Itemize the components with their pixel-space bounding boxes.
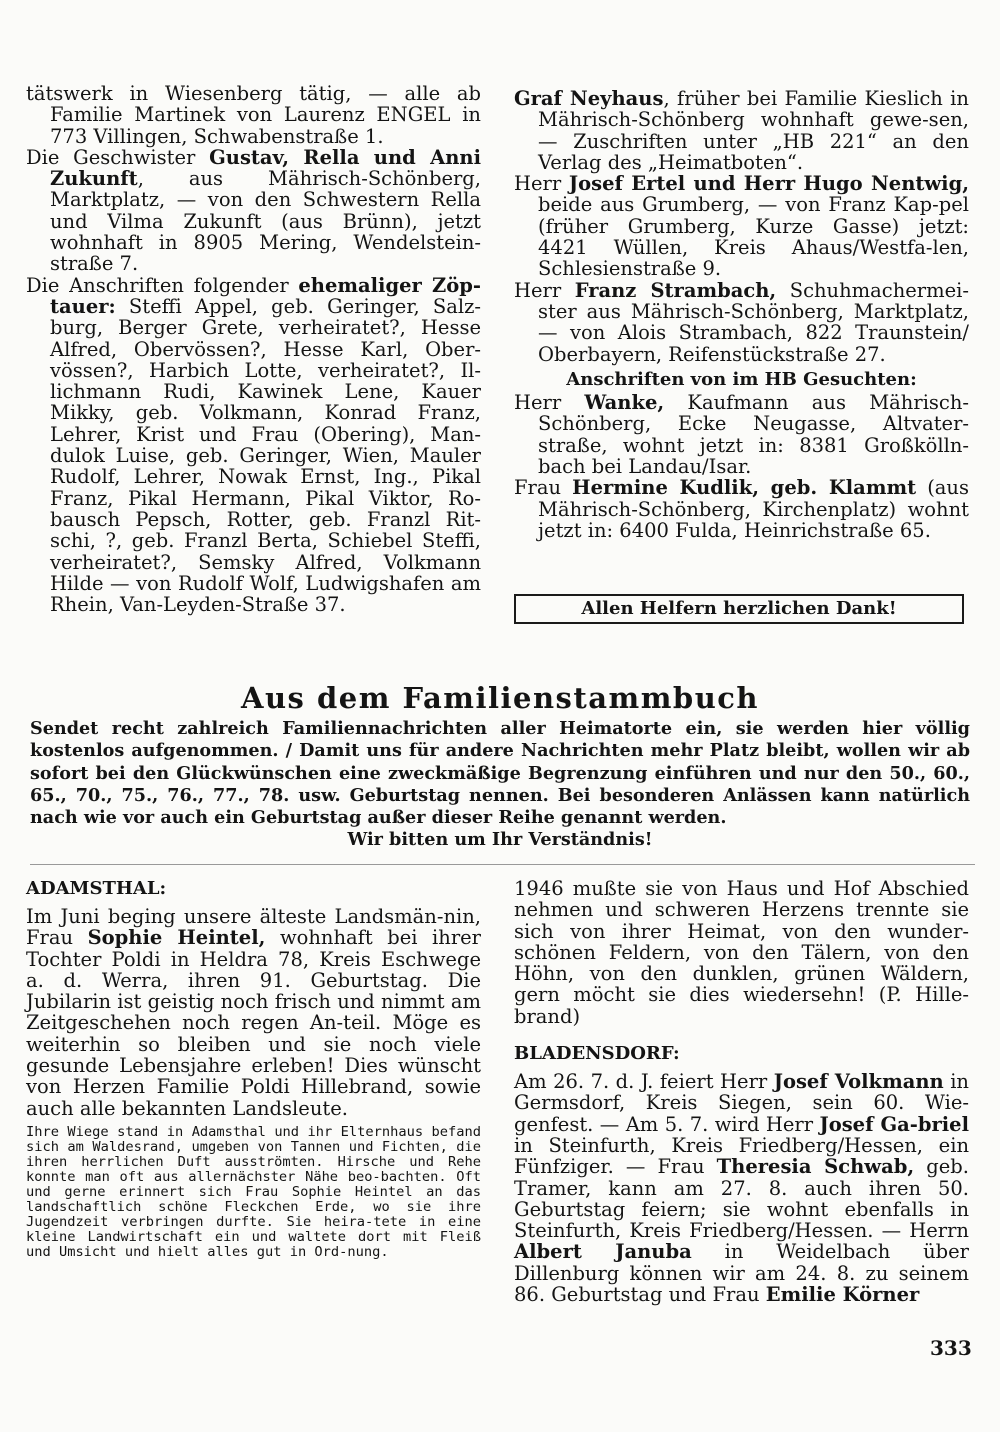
divider <box>30 864 975 865</box>
paragraph-kudlik: Frau Hermine Kudlik, geb. Klammt (aus Mährisch-Schönberg, Kirchenplatz) wohnt jetzt in: 6400 Fulda, Heinrichstraße 65. <box>514 476 970 542</box>
intro-text: Sendet recht zahlreich Familiennachrichten aller Heimatorte ein, sie werden hier völlig kostenlos aufgenommen. / Damit uns für andere Nachrichten mehr Platz bleibt, wollen wir ab sofort bei den Glückwünschen eine zweckmäßige Begrenzung einführen und nur den 50., 60., 65., 70., 75., 76., 77., 78. usw. Geburtstag nennen. Bei besonderen Anlässen kann natürlich nach wie vor auch ein Geburtstag außer dieser Reihe genannt werden. <box>30 718 970 829</box>
subheading-gesuchte: Anschriften von im HB Gesuchten: <box>566 368 917 390</box>
bottom-right-column <box>514 878 969 1305</box>
paragraph-heintel-small: Ihre Wiege stand in Adamsthal und ihr Elternhaus befand sich am Waldesrand, umgeben von Tannen und Fichten, die ihren herrlichen Duft ausströmten. Hirsche und Rehe konnte man oft aus allernächster Nähe beo-bachten. Oft und gerne erinnert sich Frau Sophie Heintel an das landschaftlich schöne Fleckchen Erde, wo sie ihre Jugendzeit verbringen durfte. Sie heira-tete in eine kleine Landwirtschaft ein und waltete dort mit Fleiß und Umsicht und hielt alles gut in Ord-nung. <box>26 1123 481 1260</box>
heading-adamsthal: ADAMSTHAL: <box>26 878 167 899</box>
intro-closing: Wir bitten um Ihr Verständnis! <box>347 829 653 851</box>
bottom-left-column <box>26 876 481 1260</box>
paragraph-wanke: Herr Wanke, Kaufmann aus Mährisch-Schönberg, Ecke Neugasse, Altvater-straße, wohnt jetzt in: 8381 Großkölln-bach bei Landau/Isar. <box>514 391 970 479</box>
paragraph-heintel: Im Juni beging unsere älteste Landsmän-nin, Frau Sophie Heintel, wohnhaft bei ihrer Tochter Poldi in Heldra 78, Kreis Eschwege a. d. Werra, ihren 91. Geburtstag. Die Jubilarin ist geistig noch frisch und nimmt am Zeitgeschehen noch regen An-teil. Möge es weiterhin so bleiben und sie noch viele gesunde Lebensjahre erleben! Dies wünscht von Herzen Familie Poldi Hillebrand, sowie auch alle bekannten Landsleute. <box>26 905 481 1120</box>
paragraph-ertel: Herr Josef Ertel und Herr Hugo Nentwig, beide aus Grumberg, — von Franz Kap-pel (früher Grumberg, Kurze Gasse) jetzt: 4421 Wüllen, Kreis Ahaus/Westfa-len, Schlesienstraße 9. <box>514 172 969 281</box>
section-intro <box>30 718 970 852</box>
paragraph-zukunft: Die Geschwister Gustav, Rella und Anni Zukunft, aus Mährisch-Schönberg, Marktplatz, — von den Schwestern Rella und Vilma Zukunft (aus Brünn), jetzt wohnhaft in 8905 Mering, Wendelstein-straße 7. <box>26 145 481 276</box>
paragraph-zoeptauer: Die Anschriften folgender ehemaliger Zöp-tauer: Steffi Appel, geb. Geringer, Salz-burg, Berger Grete, verheiratet?, Hesse Alfred, Obervössen?, Hesse Karl, Ober-vössen?, Harbich Lotte, verheiratet?, Il-lichmann Rudi, Kawinek Lene, Kauer Mikky, geb. Volkmann, Konrad Franz, Lehrer, Krist und Frau (Obering), Man-dulok Luise, geb. Geringer, Wien, Mauler Rudolf, Lehrer, Nowak Ernst, Ing., Pikal Franz, Pikal Hermann, Pikal Viktor, Ro-bausch Pepsch, Rotter, geb. Franzl Rit-schi, ?, geb. Franzl Berta, Schiebel Steffi, verheiratet?, Semsky Alfred, Volkmann Hilde — von Rudolf Wolf, Ludwigshafen am Rhein, Van-Leyden-Straße 37. <box>26 273 481 617</box>
paragraph-engel: tätswerk in Wiesenberg tätig, — alle ab Familie Martinek von Laurenz ENGEL in 773 Villingen, Schwabenstraße 1. <box>26 82 481 148</box>
paragraph-neyhaus: Graf Neyhaus, früher bei Familie Kieslich in Mährisch-Schönberg wohnhaft gewe-sen, — Zuschriften unter „HB 221“ an den Verlag des „Heimatboten“. <box>514 87 969 174</box>
thanks-box: Allen Helfern herzlichen Dank! <box>514 594 964 624</box>
heading-bladensdorf: BLADENSDORF: <box>514 1043 680 1065</box>
page-number: 333 <box>930 1336 972 1360</box>
section-title: Aus dem Familienstammbuch <box>240 681 760 715</box>
top-right-column <box>514 88 969 541</box>
top-left-column <box>26 83 481 615</box>
paragraph-bladensdorf: Am 26. 7. d. J. feiert Herr Josef Volkmann in Germsdorf, Kreis Siegen, sein 60. Wie-genfest. — Am 5. 7. wird Herr Josef Ga-briel in Steinfurth, Kreis Friedberg/Hessen, ein Fünfziger. — Frau Theresia Schwab, geb. Tramer, kann am 27. 8. auch ihren 50. Geburtstag feiern; sie wohnt ebenfalls in Steinfurth, Kreis Friedberg/Hessen. — Herrn Albert Januba in Weidelbach über Dillenburg können wir am 24. 8. zu seinem 86. Geburtstag und Frau Emilie Körner <box>514 1070 969 1307</box>
paragraph-strambach: Herr Franz Strambach, Schuhmachermei-ster aus Mährisch-Schönberg, Marktplatz, — von Alois Strambach, 822 Traunstein/ Oberbayern, Reifenstückstraße 27. <box>514 278 969 366</box>
paragraph-abschied: 1946 mußte sie von Haus und Hof Abschied nehmen und schweren Herzens trennte sie sich von ihrer Heimat, von den wunder-schönen Feldern, von den Tälern, von den Höhn, von den dunklen, grünen Wäldern, gern möcht sie dies wiedersehn! (P. Hille-brand) <box>514 877 969 1028</box>
